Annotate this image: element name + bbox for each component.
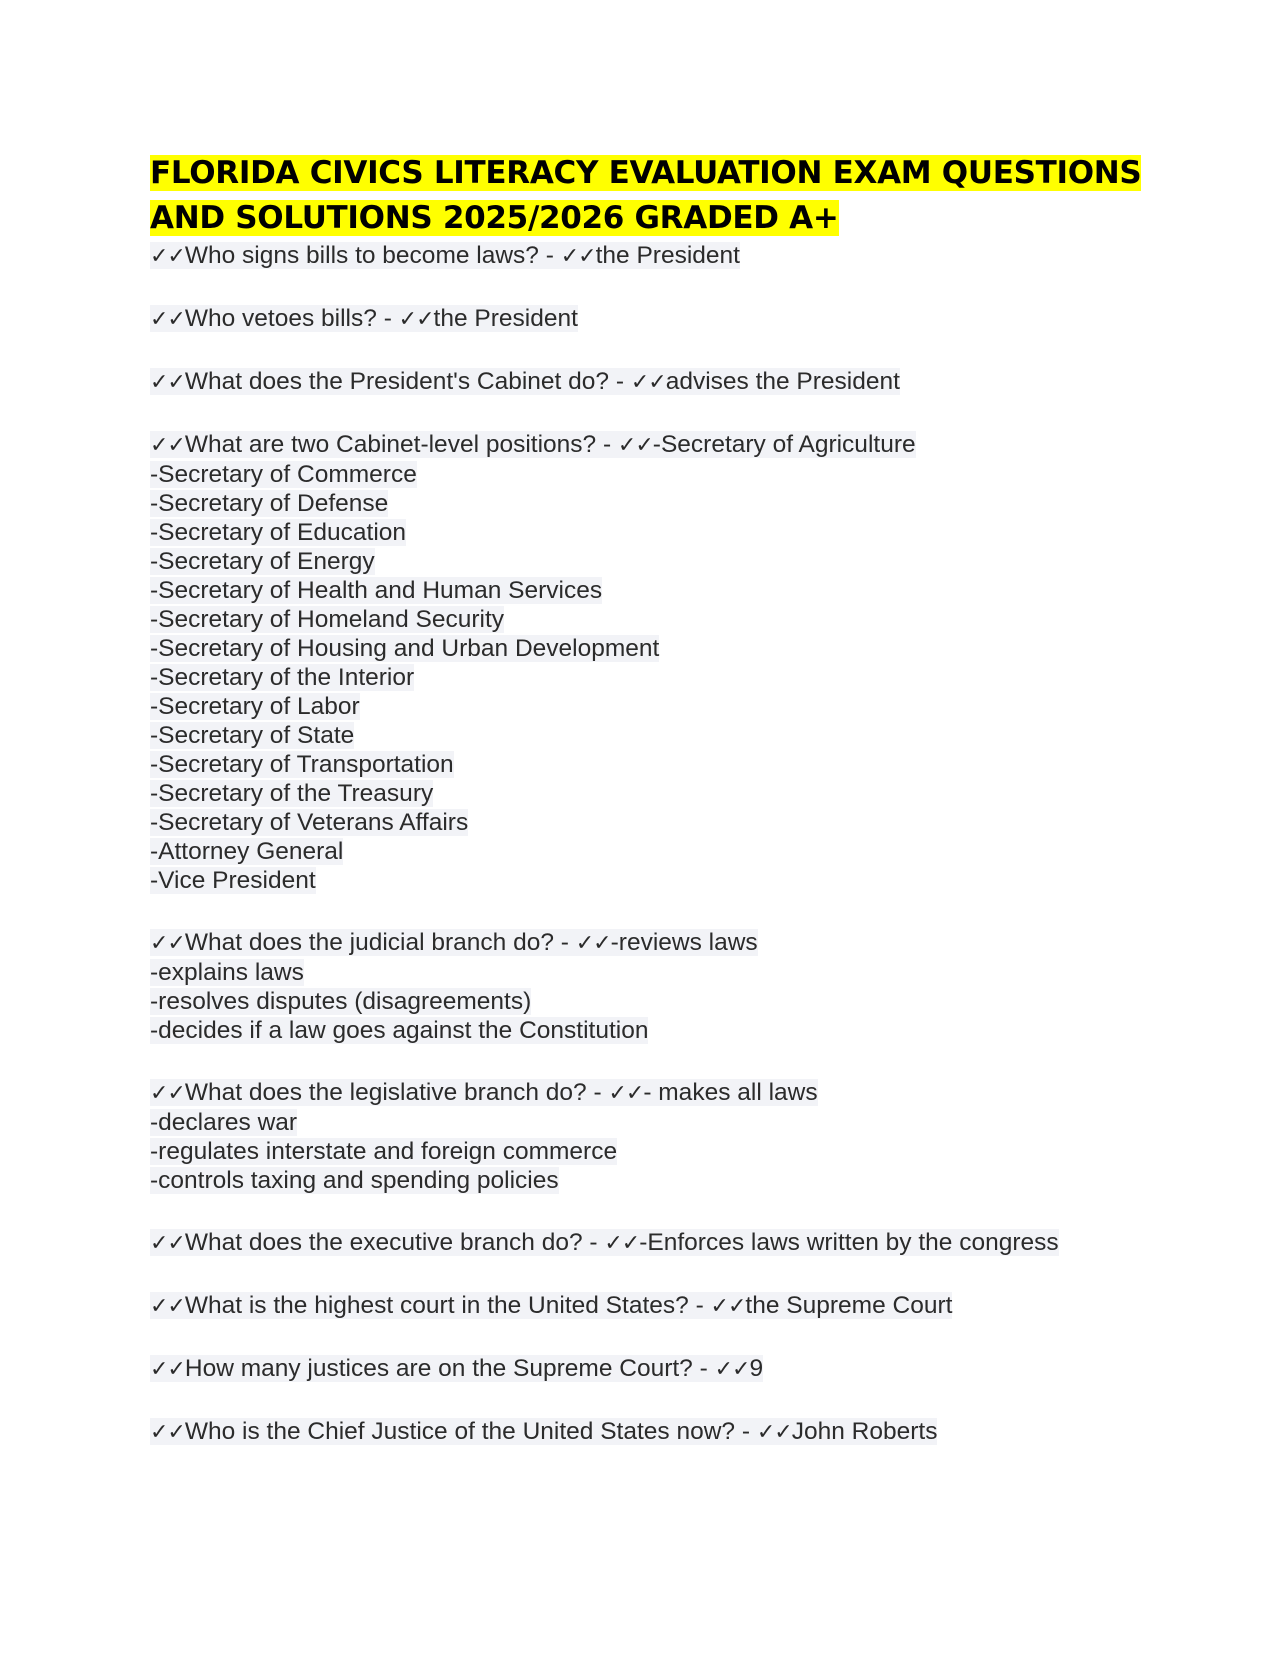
answer-line-text: -regulates interstate and foreign commerce [150, 1138, 618, 1165]
check-marks-icon: ✓✓ [608, 1081, 644, 1106]
check-marks-icon: ✓✓ [560, 244, 596, 269]
check-marks-icon: ✓✓ [150, 370, 185, 395]
qa-question-shade [150, 1418, 937, 1445]
check-marks-icon: ✓✓ [150, 931, 185, 956]
answer-line-text: -Secretary of Labor [150, 693, 360, 720]
check-marks-icon: ✓✓ [617, 433, 653, 458]
question-text: How many justices are on the Supreme Court? [184, 1355, 693, 1382]
qa-separator: - [688, 1292, 711, 1319]
qa-item [150, 367, 1150, 397]
check-marks-icon: ✓✓ [604, 1231, 640, 1256]
title-line: AND SOLUTIONS 2025/2026 GRADED A+ [150, 200, 839, 236]
answer-line-text: -declares war [150, 1109, 298, 1136]
answer-text: the Supreme Court [745, 1292, 953, 1319]
qa-question-line [150, 1228, 1150, 1258]
check-marks-icon: ✓✓ [150, 1357, 185, 1382]
document-page [150, 151, 1150, 1480]
qa-item [150, 1291, 1150, 1321]
answer-line [150, 605, 1150, 634]
qa-item [150, 1417, 1150, 1447]
qa-question-line [150, 1417, 1150, 1447]
check-marks-icon: ✓✓ [150, 1420, 185, 1445]
answer-line [150, 634, 1150, 663]
answer-line-text: -Secretary of Transportation [150, 751, 454, 778]
answer-text: -Enforces laws written by the congress [639, 1229, 1059, 1256]
answer-line-text: -Secretary of Housing and Urban Development [150, 635, 660, 662]
qa-question-line [150, 1291, 1150, 1321]
question-text: Who is the Chief Justice of the United States now? [184, 1418, 736, 1445]
answer-line-text: -decides if a law goes against the Constitution [150, 1017, 649, 1044]
qa-item [150, 928, 1150, 1045]
answer-text: the President [433, 305, 578, 332]
answer-line [150, 750, 1150, 779]
qa-separator: - [596, 431, 618, 458]
answer-line [150, 1166, 1150, 1195]
qa-question-line [150, 1078, 1150, 1108]
answer-line-text: -Vice President [150, 867, 316, 894]
check-marks-icon: ✓✓ [575, 931, 611, 956]
answer-line [150, 837, 1150, 866]
answer-text: -reviews laws [610, 929, 758, 956]
qa-question-line [150, 928, 1150, 958]
qa-item [150, 304, 1150, 334]
answer-line [150, 663, 1150, 692]
document-title [150, 151, 1150, 241]
check-marks-icon: ✓✓ [150, 1294, 185, 1319]
check-marks-icon: ✓✓ [756, 1420, 792, 1445]
answer-line-text: -Secretary of Energy [150, 548, 375, 575]
answer-line [150, 958, 1150, 987]
qa-separator: - [582, 1229, 605, 1256]
qa-separator: - [553, 929, 576, 956]
check-marks-icon: ✓✓ [150, 244, 185, 269]
answer-line [150, 692, 1150, 721]
qa-separator: - [376, 305, 399, 332]
qa-item [150, 1078, 1150, 1195]
question-text: What does the executive branch do? [184, 1229, 583, 1256]
answer-line [150, 460, 1150, 489]
answer-text: -Secretary of Agriculture [652, 431, 916, 458]
qa-list [150, 241, 1150, 1447]
title-line: FLORIDA CIVICS LITERACY EVALUATION EXAM QUESTIONS [150, 155, 1142, 191]
answer-text: the President [595, 242, 740, 269]
qa-question-line [150, 304, 1150, 334]
qa-question-shade [150, 929, 758, 956]
answer-line-text: -explains laws [150, 959, 304, 986]
answer-line [150, 721, 1150, 750]
answer-line-text: -Secretary of Defense [150, 490, 389, 517]
qa-separator: - [538, 242, 561, 269]
answer-line-text: -Secretary of Veterans Affairs [150, 809, 469, 836]
qa-item [150, 1228, 1150, 1258]
qa-question-shade [150, 305, 578, 332]
qa-question-shade [150, 1355, 763, 1382]
answer-line-text: -Secretary of the Interior [150, 664, 415, 691]
qa-separator: - [735, 1418, 757, 1445]
question-text: Who signs bills to become laws? [184, 242, 539, 269]
answer-line-text: -Secretary of Commerce [150, 461, 417, 488]
answer-line [150, 779, 1150, 808]
qa-question-shade [150, 1079, 818, 1106]
check-marks-icon: ✓✓ [710, 1294, 746, 1319]
question-text: What is the highest court in the United States? [184, 1292, 689, 1319]
check-marks-icon: ✓✓ [398, 307, 434, 332]
answer-text: advises the President [665, 368, 900, 395]
qa-separator: - [609, 368, 631, 395]
question-text: What are two Cabinet-level positions? [184, 431, 597, 458]
qa-question-shade [150, 242, 740, 269]
qa-question-shade [150, 1292, 952, 1319]
qa-question-line [150, 241, 1150, 271]
answer-line [150, 1108, 1150, 1137]
qa-question-shade [150, 431, 916, 458]
answer-line-text: -Secretary of Education [150, 519, 407, 546]
answer-text: 9 [749, 1355, 764, 1382]
answer-line-text: -Secretary of Homeland Security [150, 606, 505, 633]
qa-question-shade [150, 368, 900, 395]
question-text: What does the President's Cabinet do? [184, 368, 610, 395]
answer-line [150, 518, 1150, 547]
check-marks-icon: ✓✓ [150, 307, 185, 332]
qa-separator: - [692, 1355, 715, 1382]
answer-line [150, 547, 1150, 576]
qa-separator: - [586, 1079, 609, 1106]
answer-line-text: -resolves disputes (disagreements) [150, 988, 532, 1015]
answer-line-text: -Secretary of the Treasury [150, 780, 434, 807]
answer-line-text: -Secretary of Health and Human Services [150, 577, 603, 604]
question-text: What does the legislative branch do? [184, 1079, 587, 1106]
answer-line [150, 866, 1150, 895]
answer-line-text: -Attorney General [150, 838, 344, 865]
check-marks-icon: ✓✓ [150, 1081, 185, 1106]
check-marks-icon: ✓✓ [630, 370, 666, 395]
qa-question-line [150, 430, 1150, 460]
question-text: What does the judicial branch do? [184, 929, 554, 956]
qa-question-line [150, 1354, 1150, 1384]
question-text: Who vetoes bills? [184, 305, 377, 332]
qa-item [150, 241, 1150, 271]
answer-line [150, 808, 1150, 837]
answer-line [150, 489, 1150, 518]
check-marks-icon: ✓✓ [150, 1231, 185, 1256]
qa-item [150, 430, 1150, 895]
answer-text: - makes all laws [643, 1079, 818, 1106]
answer-text: John Roberts [791, 1418, 938, 1445]
answer-line [150, 1137, 1150, 1166]
check-marks-icon: ✓✓ [714, 1357, 750, 1382]
check-marks-icon: ✓✓ [150, 433, 185, 458]
answer-line-text: -controls taxing and spending policies [150, 1167, 559, 1194]
answer-line [150, 987, 1150, 1016]
qa-question-line [150, 367, 1150, 397]
qa-item [150, 1354, 1150, 1384]
answer-line [150, 1016, 1150, 1045]
answer-line [150, 576, 1150, 605]
qa-question-shade [150, 1229, 1059, 1256]
answer-line-text: -Secretary of State [150, 722, 355, 749]
